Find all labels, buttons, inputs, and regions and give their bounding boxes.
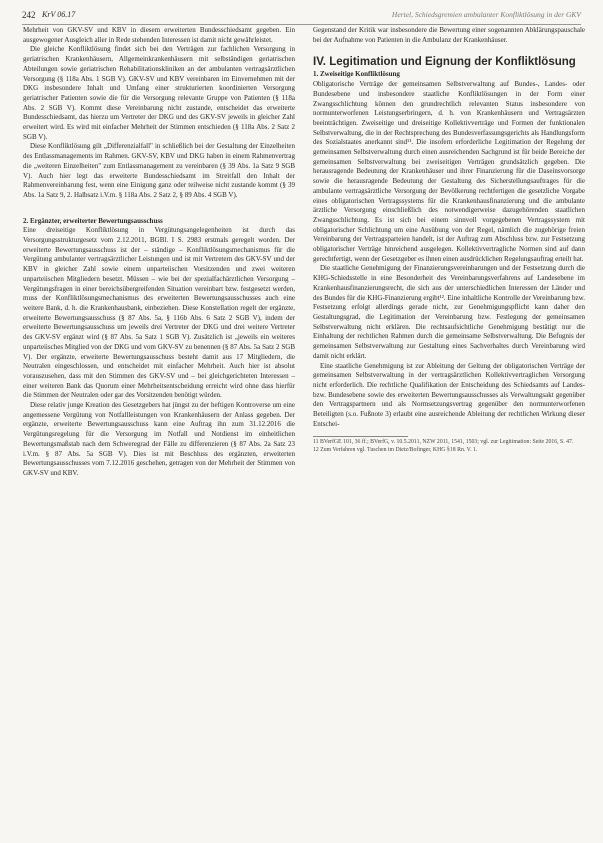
page-header: [22, 10, 581, 24]
paragraph: Die gleiche Konfliktlösung findet sich bei den Verträgen zur fachlichen Versorgung in geriatrischen Krankenhäusern, Allgemeinkrankenhäusern mit selbständigen geriatrischen Abteilungen sowie geriatrischen Rehabilitationskliniken an der ambulanten vertragsärztlichen Versorgung (§ 118a Abs. 1 SGB V). GKV-SV und KBV vereinbaren im Einvernehmen mit der DKG insbesondere Inhalt und Umfang einer strukturierten koordinierten Versorgung geriatrischer Patienten sowie die für die Versorgung relevante Gruppe von Patienten (§ 118a Abs. 2 SGB V). Kommt diese Vereinbarung nicht zustande, entscheidet das erweiterte Bundesschiedsamt, das hierzu um Vertreter der DKG und des GKV-SV jeweils in gleicher Zahl erweitert wird. Es wird mit einfacher Mehrheit der Stimmen entschieden (§ 118a Abs. 2 Satz 2 SGB V).: [23, 45, 295, 141]
left-column: [23, 26, 295, 479]
journal-name: KrV 06.17: [42, 10, 76, 19]
footnote: 12 Zum Verfahren vgl. Tuschen im Dietz/Bofinger, KHG §18 Rn. V. 1.: [313, 446, 478, 453]
paragraph: Obligatorische Verträge der gemeinsamen Selbstverwaltung auf Bundes-, Landes- oder Bundesebene und insbesondere staatliche Konfliktlösungen in der Form einer Zwangsschlichtung können den grundrechtlich relevanten Status insbesondere von normunterworfenen Leistungserbringern, d. h. von Krankenhäusern und Vertragsärzten beeinträchtigen. Zweiseitige und dreiseitige Kollektivverträge und Formen der funktionalen Selbstverwaltung, die in der Rechtsprechung des Bundesverfassungsgerichts als Handlungsform des Sozialstaates anerkannt sind¹¹. Die insofern erforderliche Legitimation der Regelung der gemeinsamen Selbstverwaltung durch einen ausreichenden Sachgrund ist für beide Bereiche der gemeinsamen Selbstverwaltung bei zweiseitigen Verträgen grundsätzlich gegeben. Die herausragende Bedeutung der Krankenhäuser und ihrer Finanzierung für die Daseinsvorsorge sowie die herausragende Bedeutung der Gestaltung des Sicherstellungsauftrages für die ambulante vertragsärztliche Versorgung der Bevölkerung rechtfertigen die gesetzliche Vorgabe eines obligatorischen Vertragssystems für die Krankenhausfinanzierung und die ambulante ärztliche Versorgung einschließlich des notwendigerweise dazugehörenden staatlichen Zwangsschlichtung. Es ist sich bei einem sinnvoll vorgegebenen Vertragssystem mit obligatorischer Schlichtung um eine Ausübung von der Regel, nämlich die zugehörige freien Vereinbarung der Vertragsparteien handelt, ist der Auftrag zum Abschluss bzw. zur Festsetzung obligatorischer Verträge hinreichend ausgelegen. Kollektivvertragliche Normen sind auf dann gerechtfertigt, wenn der Gesetzgeber es ihnen einen ausdrücklichen Regelungsauftrag erteilt hat.: [313, 80, 585, 263]
right-column: [313, 26, 585, 454]
footnotes: [313, 439, 585, 454]
paragraph: Mehrheit von GKV-SV und KBV in diesem erweiterten Bundesschiedsamt gegeben. Ein ausgewogener Ausgleich aller in Rede stehenden Interessen ist damit nicht gewährleistet.: [23, 26, 295, 44]
running-title: Hertel, Schiedsgremien ambulanter Konfliktlösung in der GKV: [391, 10, 581, 19]
paragraph: Diese Konfliktlösung gilt „Differenzialfall" in schließlich bei der Gestaltung der Einzelheiten des Entlassmanagements im Rahmen. GKV-SV, KBV und DKG haben in einem Rahmenvertrag die „weiteren Einzelheiten" zum Entlassmanagement zu vereinbaren (§ 39 Abs. 1a Satz 9 SGB V). Auch hier legt das erweiterte Bundesschiedsamt im Streitfall den Inhalt der Rahmenvereinbarung fest, wenn eine Einigung ganz oder teilweise nicht zustande kommt (§ 39 Abs. 1a Satz 9, 2. Halbsatz i.V.m. § 118a Abs. 2 Satz 2, § 89 Abs. 4 SGB V).: [23, 142, 295, 199]
subsection-heading: 1. Zweiseitige Konfliktlösung: [313, 70, 400, 79]
paragraph: Gegenstand der Kritik war insbesondere die Bewertung einer sogenannten Abklärungspauschale bei der Aufnahme von Patienten in die Ambulanz der Krankenhäuser.: [313, 26, 585, 44]
footnote-rule: [313, 436, 408, 437]
header-rule: [22, 24, 581, 25]
subsection-heading: 2. Ergänzter, erweiterter Bewertungsausschuss: [23, 216, 163, 225]
section-heading: IV. Legitimation und Eignung der Konfliktlösung: [313, 56, 576, 69]
paragraph: Eine staatliche Genehmigung ist zur Ableitung der Geltung der obligatorischen Verträge der gemeinsamen Selbstverwaltung in der vertragsärztlichen Kollektivvertraglichen Versorgung nicht erforderlich. Die rechtliche Qualifikation der Entscheidung des Schiedsamts auf Landes- bzw. Bundesebene sowie des erweiterten Bewertungsausschusses als Verwaltungsakt gegenüber den Vertragspartnern und als Normsetzungsvertrag gegenüber den normunterworfenen Beteiligten (s.o. Fußnote 3) erlaubt eine ausreichende Ableitung der rechtlichen Wirkung dieser Entschei-: [313, 361, 585, 428]
paragraph: Diese relativ junge Kreation des Gesetzgebers hat jüngst zu der heftigen Kontroverse um eine angemessene Vergütung von Notfallleistungen von Krankenhäusern der Anlass gegeben. Der ergänzte, erweiterte Bewertungsausschuss kann eine Auftrag ihn zum 31.12.2016 die Vergütungsregelung für die Versorgung im Notfall und Notdienst im einheitlichen Bewertungsmaßstab nach dem Schweregrad der Fälle zu differenzieren (§ 87 Abs. 2a Satz 23 i.V.m. § 87 Abs. 5a SGB V). Dies ist mit Beschluss des ergänzten, erweiterten Bewertungsausschusses vom 7.12.2016 geschehen, getragen von der Mehrheit der Stimmen von GKV-SV und KBV.: [23, 401, 295, 477]
paragraph: Eine dreiseitige Konfliktlösung in Vergütungsangelegenheiten ist durch das Versorgungsstrukturgesetz vom 2.12.2011, BGBl. I S. 2983 erstmals geregelt worden. Der erweiterte Bewertungsausschuss ist der – ständige – Konfliktlösungsmechanismus für die Vergütung ambulanter vertragsärztlicher Leistungen und ist mit Vertretern des GKV-SV und der KBV in gleicher Zahl sowie einem unparteiischen Vorsitzenden und zwei weiteren unparteiischen Mitgliedern besetzt. Müssen – wie bei der spezialfachärztlichen Versorgung – Vergütungsfragen in einer bereichsübergreifenden Situation vereinbart bzw. festgesetzt werden, muss der Konfliktlösungsmechanismus des erweiterten Bewertungsausschusses auch eine weitere Bank, d. h. die Krankenhausbank, einbeziehen. Diese Konstellation regelt der ergänzte, erweiterte Bewertungsausschuss (§ 87 Abs. 5a, § 116b Abs. 6 Satz 2 SGB V), indem der erweiterte Bewertungsausschuss um jeweils drei Vertreter der DKG und drei weitere Vertreter des GKV-SV ergänzt wird (§ 87 Abs. 5a Satz 1 SGB V). Zusätzlich ist „jeweils ein weiteres unparteiisches Mitglied von der DKG und vom GKV-SV zu benennen (§ 87 Abs. 5a Satz 2 SGB V). Der ergänzte, erweiterte Bewertungsausschuss besteht damit aus 17 Mitgliedern, die Neutralen eingeschlossen, und entscheidet mit einfacher Mehrheit. Auch hier ist absolut vorauszusehen, dass mit den Stimmen des GKV-SV und – bei gleichgerichteten Interessen – einer weiteren Bank das Quorum einer Mehrheitsentscheidung erreicht wird ohne dass hierfür die Stimmen der Neutralen oder gar des Vorsitzenden benötigt würden.: [23, 226, 295, 400]
footnote: 11 BVerfGE 101, 36 ff.; BVerfG, v. 10.5.2011, NZW 2011, 1541, 1503; vgl. zur Legitimation: Seite 2016, S. 47.: [313, 439, 574, 446]
paragraph: Die staatliche Genehmigung der Finanzierungsvereinbarungen und der Festsetzung durch die KHG-Schiedsstelle in eine Besonderheit des Vereinbarungsverfahrens auf Landesebene im Krankenhausfinanzierungsrecht, die sich aus der unterschiedlichen Interessen der Länder und des Bundes für die KHG-Finanzierung ergibt¹². Eine inhaltliche Kontrolle der Vereinbarung bzw. Festsetzung erfolgt allerdings gerade nicht, zur Genehmigungspflicht kann daher den Gestaltungsgrad, die Legitimation der Vereinbarung bzw. Festlegung der gemeinsamen Selbstverwaltung nicht erklären. Die rechtsaufsichtliche Genehmigung bestätigt nur die Einhaltung der rechtlichen Rahmen durch die gemeinsame Selbstverwaltung. Die Befugnis der gemeinsamen Selbstverwaltung zur Gestaltung eines Sachverhaltes durch Vereinbarung wird damit nicht erklärt.: [313, 264, 585, 360]
page-number: 242: [22, 10, 36, 20]
